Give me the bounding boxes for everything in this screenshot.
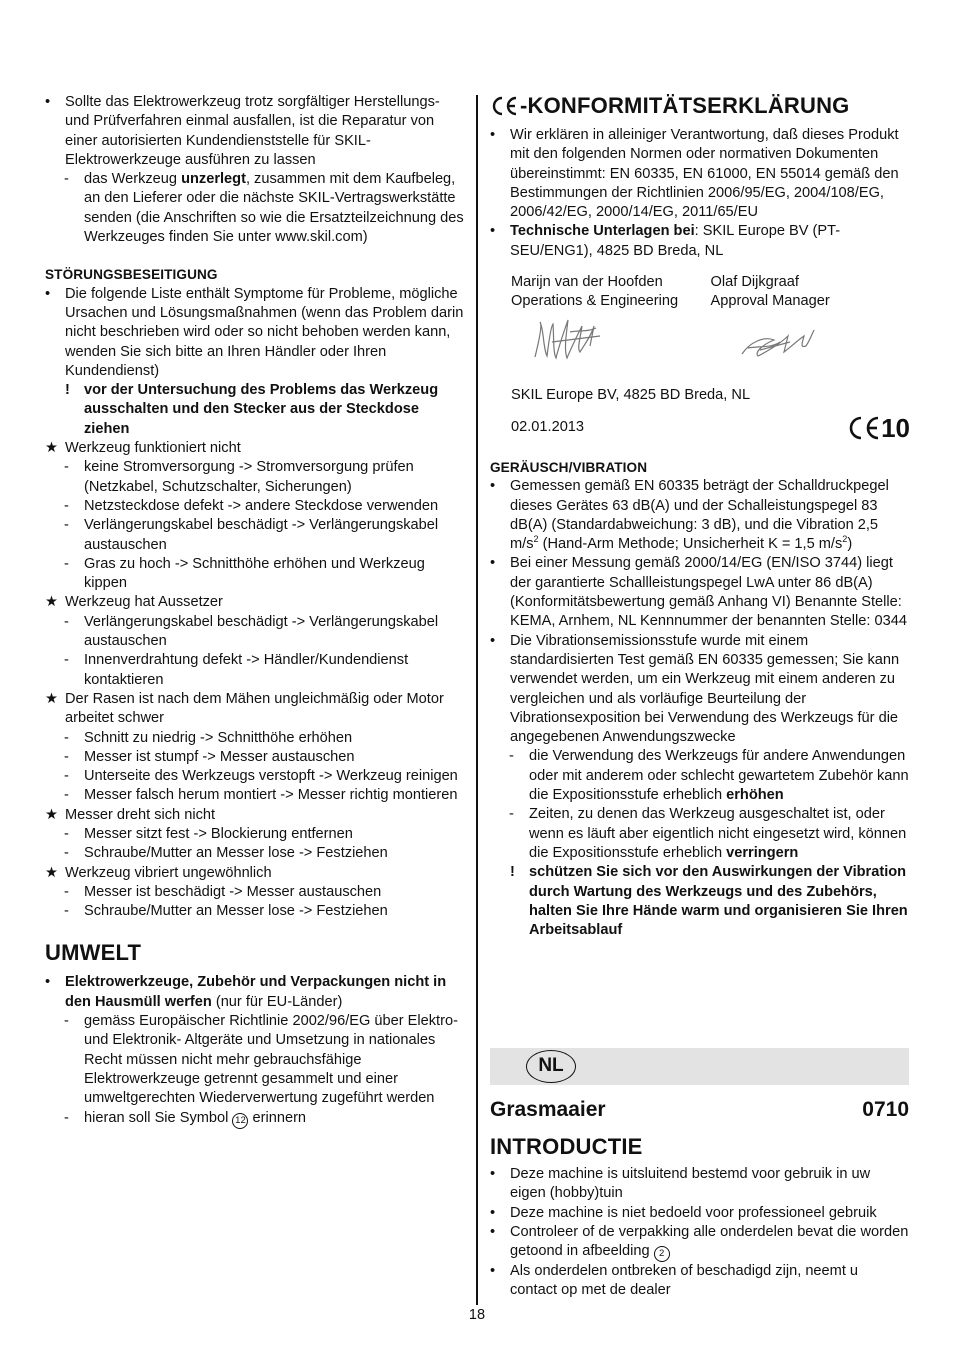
cause-item: - Messer sitzt fest -> Blockierung entfernen <box>64 825 353 842</box>
symbol-reference: 12 <box>232 1113 248 1129</box>
cause-item: - Messer falsch herum montiert -> Messer richtig montieren <box>64 787 458 804</box>
cause-item: - Gras zu hoch -> Schnitthöhe erhöhen und Werkzeug kippen <box>64 555 425 592</box>
noise-sub-item: - Zeiten, zu denen das Werkzeug ausgeschaltet ist, oder wenn es läuft aber eigentlich nicht eingesetzt wird, können die Expositionsstufe erheblich verringern <box>509 806 907 861</box>
intro-list <box>490 1165 909 1301</box>
troubleshooting-heading: STÖRUNGSBESEITIGUNG <box>45 267 218 283</box>
problem-item: ★ Messer dreht sich nicht <box>45 806 467 825</box>
warning-icon: ! <box>65 382 70 399</box>
intro-item: • Deze machine is uitsluitend bestemd voor gebruik in uw eigen (hobby)tuin <box>490 1166 871 1202</box>
ce-mark-icon <box>847 415 881 441</box>
signature-2-image <box>730 312 850 378</box>
signatory-2: Olaf Dijkgraaf Approval Manager <box>710 274 830 310</box>
language-bar <box>490 1048 909 1085</box>
cause-item: - Messer ist beschädigt -> Messer austauschen <box>64 883 382 900</box>
problem-item: ★ Werkzeug hat Aussetzer <box>45 593 467 612</box>
cause-item: - Unterseite des Werkzeugs verstopft -> Werkzeug reinigen <box>64 768 458 785</box>
noise-sub-item: - die Verwendung des Werkzeugs für andere Anwendungen oder mit anderem oder schlecht gewartetem Zubehör kann die Expositionsstufe erheblich erhöhen <box>509 748 909 804</box>
date-row <box>490 412 910 443</box>
noise-bullet: • Gemessen gemäß EN 60335 beträgt der Schalldruckpegel dieses Gerätes 63 dB(A) und der Schalleistungspegel 83 dB(A) (Standardabweichung: 3 dB), und die Vibration 2,5 $m/s^2$ (Hand-Arm Methode; Unsicherheit K = 1,5 $m/s^2$) <box>490 478 889 553</box>
cause-item: - Verlängerungskabel beschädigt -> Verlängerungskabel austauschen <box>64 613 439 650</box>
star-icon: ★ <box>45 440 59 457</box>
language-badge: NL <box>526 1050 576 1083</box>
cause-item: - Schraube/Mutter an Messer lose -> Festziehen <box>64 903 388 920</box>
troubleshooting-warning: ! vor der Untersuchung des Problems das Werkzeug ausschalten und den Stecker aus der Steckdose ziehen <box>65 382 439 437</box>
star-icon: ★ <box>45 690 59 707</box>
service-bullet: • Sollte das Elektrowerkzeug trotz sorgfältiger Herstellungs- und Prüfverfahren einmal ausfallen, ist die Reparatur von einer autorisierten Kundendienststelle für SKIL-Elektrowerkzeuge ausführen zu lassen <box>45 94 440 168</box>
star-icon: ★ <box>45 864 59 881</box>
star-icon: ★ <box>45 806 59 823</box>
figure-reference: 2 <box>654 1246 670 1262</box>
intro-item: • Deze machine is niet bedoeld voor professioneel gebruik <box>490 1204 877 1221</box>
troubleshooting-intro: • Die folgende Liste enthält Symptome für Probleme, mögliche Ursachen und Lösungsmaßnahmen (wenn das Problem darin nicht beschrieben wird oder so nicht behoben werden kann, wenden Sie sich bitte an Ihren Händler oder Ihren Kundendienst) <box>45 285 464 379</box>
intro-item: • Controleer of de verpakking alle onderdelen bevat die worden getoond in afbeelding 2 <box>490 1223 909 1262</box>
noise-bullet: • Bei einer Messung gemäß 2000/14/EG (EN/ISO 3744) liegt der garantierte Schallleistungspegel LwA unter 86 dB(A) (Konformitätsbewertung gemäß Anhang VI) Benannte Stelle: KEMA, Arnhem, NL Kennnummer der benannten Stelle: 0344 <box>490 555 907 630</box>
environment-sub-item: - hieran soll Sie Symbol 12 erinnern <box>45 1109 467 1129</box>
dutch-section <box>490 1097 909 1301</box>
problem-item: ★ Der Rasen ist nach dem Mähen ungleichmäßig oder Motor arbeitet schwer <box>45 690 444 727</box>
cause-item: - Messer ist stumpf -> Messer austauschen <box>64 748 355 765</box>
cause-item: - Verlängerungskabel beschädigt -> Verlängerungskabel austauschen <box>64 517 439 553</box>
introduction-heading: INTRODUCTIE <box>490 1134 643 1159</box>
declaration-date: 02.01.2013 <box>511 419 585 436</box>
column-divider <box>476 95 478 1305</box>
product-code: 0710 <box>862 1098 909 1121</box>
signature-row <box>490 312 910 380</box>
conformity-heading: -KONFORMITÄTSERKLÄRUNG <box>490 93 910 119</box>
conformity-bullet: • Wir erklären in alleiniger Verantwortung, daß dieses Produkt mit den folgenden Normen oder normativen Dokumenten übereinstimmt: EN 60335, EN 61000, EN 55014 gemäß den Bestimmungen der Richtlinien 2006/95/EG, 2004/108/EG, 2006/42/EG, 2000/14/EG, 2011/65/EU <box>490 127 899 221</box>
page-number: 18 <box>468 1307 486 1323</box>
noise-vibration-heading: GERÄUSCH/VIBRATION <box>490 459 648 475</box>
problem-item: ★ Werkzeug funktioniert nicht <box>45 439 467 458</box>
company-address: SKIL Europe BV, 4825 BD Breda, NL <box>511 386 751 403</box>
environment-sub-item: - gemäss Europäischer Richtlinie 2002/96/EG über Elektro- und Elektronik- Altgeräte und Umsetzung in nationales Recht müssen nicht mehr gebrauchsfähige Elektrowerkzeuge getrennt gesammelt und einer umweltgerechten Wiederverwertung zugeführt werden <box>64 1013 458 1107</box>
warning-icon: ! <box>510 864 515 881</box>
product-name: Grasmaaier <box>490 1098 606 1121</box>
cause-item: - Innenverdrahtung defekt -> Händler/Kundendienst kontaktieren <box>64 652 409 688</box>
product-title-row <box>490 1097 909 1123</box>
environment-bullet: • Elektrowerkzeuge, Zubehör und Verpackungen nicht in den Hausmüll werfen (nur für EU-Länder) <box>45 974 447 1010</box>
signatory-1: Marijn van der Hoofden Operations & Engineering <box>511 274 679 310</box>
environment-heading: UMWELT <box>45 940 142 966</box>
noise-bullet: • Die Vibrationsemissionsstufe wurde mit einem standardisierten Test gemäß EN 60335 gemessen; Sie kann verwendet werden, um ein Werkzeug mit einem anderen zu vergleichen und als vorläufige Beurteilung der Vibrationsexposition bei Verwendung des Werkzeugs für die angegebenen Anwendungszwecke <box>490 632 900 746</box>
cause-item: - Netzsteckdose defekt -> andere Steckdose verwenden <box>64 497 439 514</box>
star-icon: ★ <box>45 594 59 611</box>
vibration-warning: ! schützen Sie sich vor den Auswirkungen der Vibration durch Wartung des Werkzeugs und des Zubehörs, halten Sie Ihre Hände warm und organisieren Sie Ihren Arbeitsablauf <box>510 864 908 939</box>
ce-year-mark: 10 <box>847 415 910 441</box>
right-column <box>490 93 910 940</box>
service-sub-item: - das Werkzeug unzerlegt, zusammen mit dem Kaufbeleg, an den Lieferer oder die nächste SKIL-Vertragswerkstätte senden (die Anschriften so wie die Ersatzteilzeichnung des Werkzeuges finden Sie unter www.skil.com) <box>64 171 464 246</box>
problem-list <box>45 439 467 921</box>
intro-item: • Als onderdelen ontbreken of beschadigd zijn, neemt u contact op met de dealer <box>490 1263 859 1299</box>
ce-mark-icon <box>490 95 520 117</box>
cause-item: - keine Stromversorgung -> Stromversorgung prüfen (Netzkabel, Schutzschalter, Sicherungen) <box>64 459 414 495</box>
signature-1-image <box>530 312 730 378</box>
cause-item: - Schnitt zu niedrig -> Schnitthöhe erhöhen <box>64 729 353 746</box>
signatories <box>490 273 910 312</box>
problem-item: ★ Werkzeug vibriert ungewöhnlich <box>45 864 467 883</box>
left-column <box>45 93 467 1129</box>
cause-item: - Schraube/Mutter an Messer lose -> Festziehen <box>64 845 388 862</box>
technical-documents-bullet: • Technische Unterlagen bei: SKIL Europe BV (PT-SEU/ENG1), 4825 BD Breda, NL <box>490 223 841 259</box>
